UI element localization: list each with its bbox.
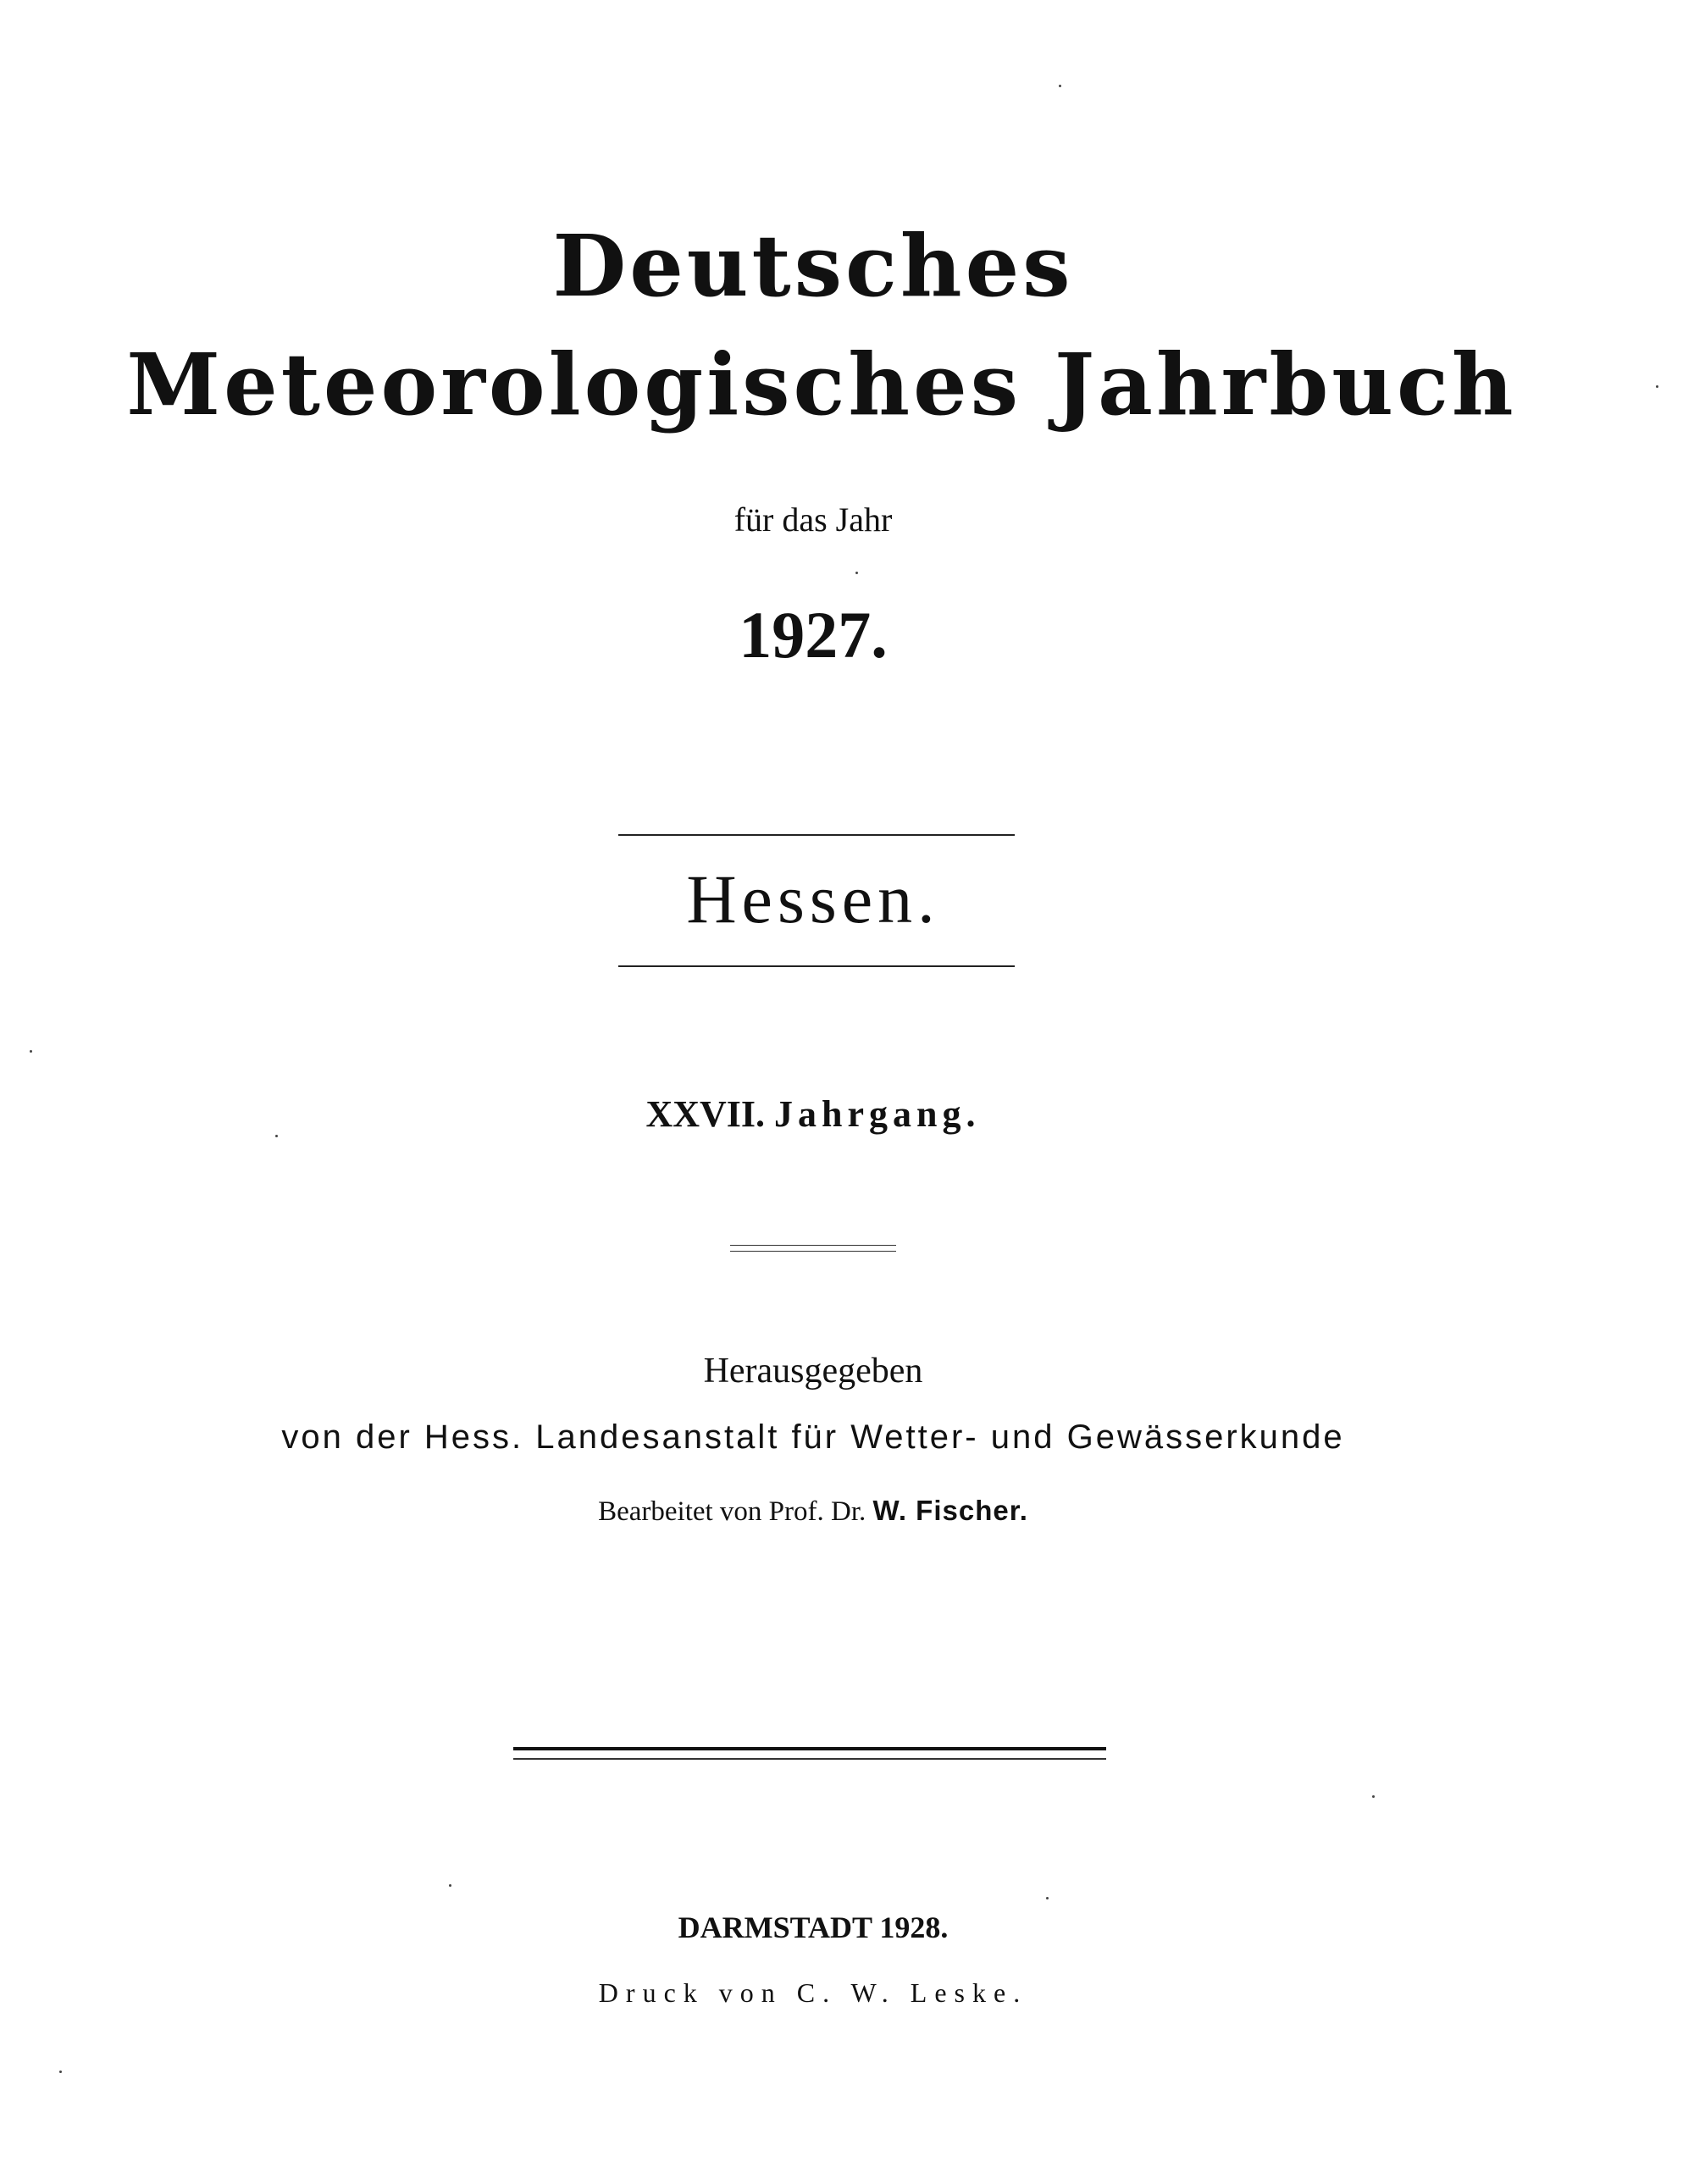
title-line-2: Meteorologisches Jahrbuch — [126, 335, 1517, 434]
scan-speck — [275, 1135, 278, 1137]
imprint-divider — [513, 1747, 1106, 1760]
issued-label: Herausgegeben — [703, 1352, 923, 1391]
scan-speck — [59, 2071, 62, 2073]
scan-speck — [855, 572, 858, 574]
year: 1927. — [739, 598, 888, 672]
volume-word: Jahrgang. — [774, 1093, 981, 1135]
volume-numeral: XXVII. — [645, 1093, 766, 1135]
region-title: Hessen. — [686, 860, 940, 937]
scan-speck — [1372, 1795, 1375, 1798]
editor-prefix: Bearbeitet von Prof. Dr. — [598, 1496, 866, 1527]
region-top-rule — [618, 834, 1015, 836]
scan-speck — [1656, 385, 1658, 388]
publishing-institution: von der Hess. Landesanstalt für Wetter- und Gewässerkunde — [281, 1418, 1345, 1456]
title-line-1: Deutsches — [552, 216, 1074, 316]
region-bottom-rule — [618, 965, 1015, 967]
scan-speck — [449, 1884, 451, 1887]
printer-line: Druck von C. W. Leske. — [598, 1977, 1028, 2008]
year-intro: für das Jahr — [734, 500, 893, 539]
scan-speck — [1059, 85, 1061, 87]
editor-line — [0, 1495, 1660, 1528]
volume-line — [0, 1092, 1660, 1136]
scan-speck — [1046, 1897, 1049, 1899]
place-and-year: DARMSTADT 1928. — [678, 1910, 949, 1944]
scan-speck — [30, 1050, 32, 1053]
volume-divider — [730, 1245, 896, 1252]
editor-name: W. Fischer. — [872, 1495, 1028, 1526]
